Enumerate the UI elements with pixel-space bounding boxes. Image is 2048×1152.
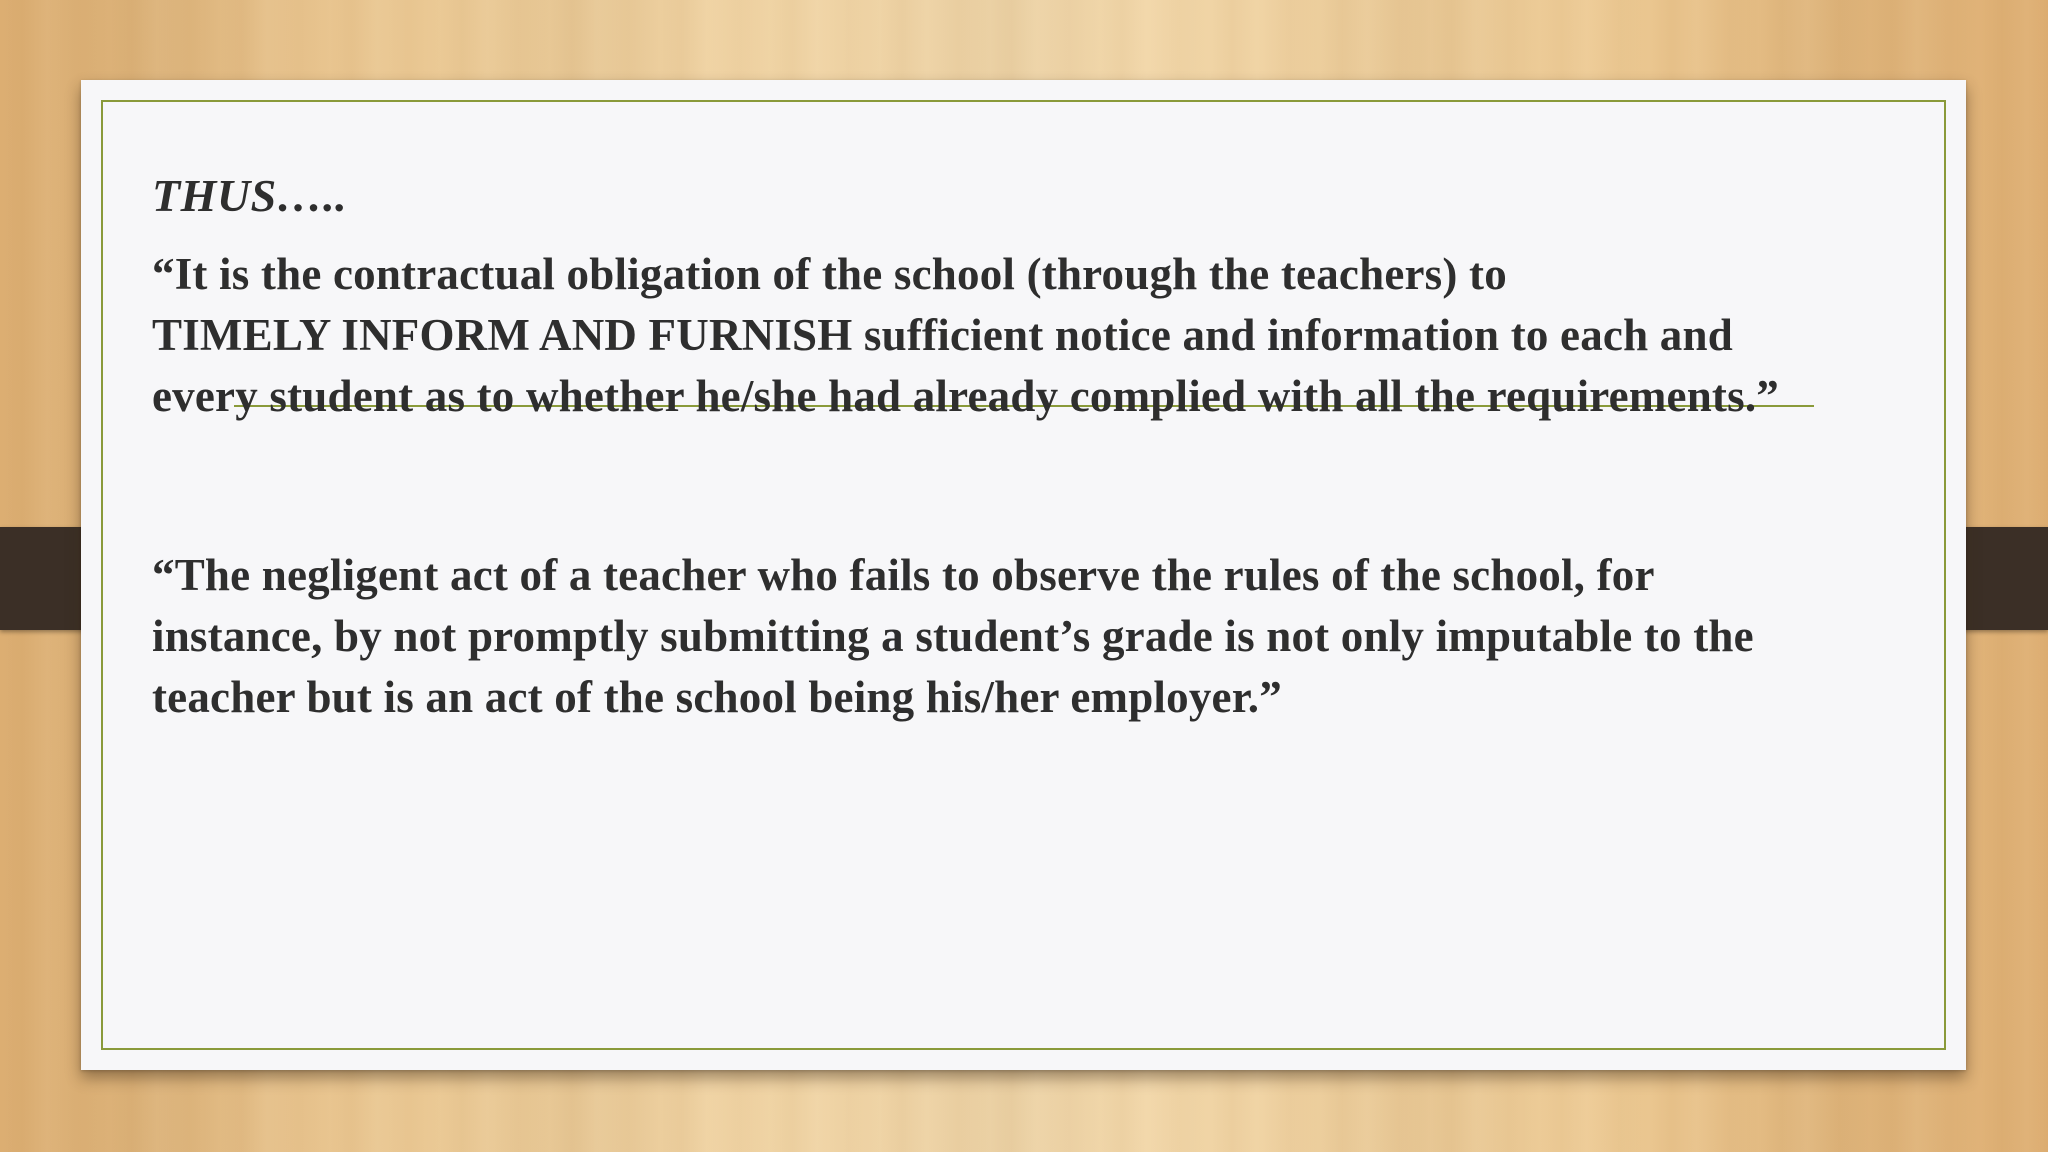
slide-content	[152, 168, 1792, 728]
slide-heading: THUS…..	[152, 170, 348, 221]
quote-1-emphasis: TIMELY INFORM AND FURNISH	[152, 310, 853, 360]
quote-paragraph-2: “The negligent act of a teacher who fails to observe the rules of the school, for instance, by not promptly submitting a student’s grade is not only imputable to the teacher but is an act of the school being his/her employer.”	[152, 550, 1754, 722]
quote-paragraph-1	[152, 244, 1792, 427]
quote-1-opening: “It is the contractual obligation of the school (through the teachers) to	[152, 249, 1507, 299]
quote-1-rest: sufficient notice and information to each and every student as to whether he/she had already complied with all the requirements.”	[152, 310, 1779, 421]
